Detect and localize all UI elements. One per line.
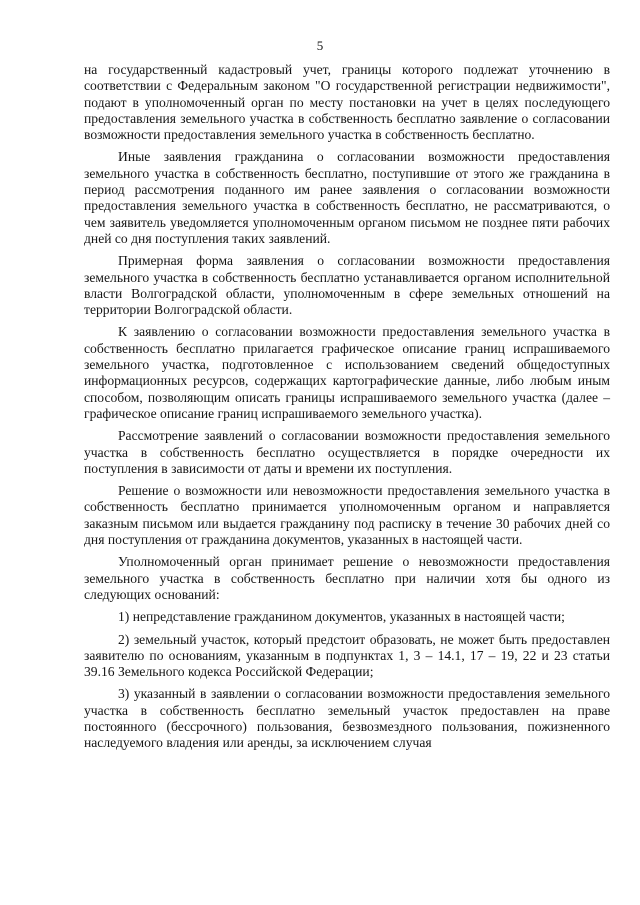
paragraph-continuation: на государственный кадастровый учет, границы которого подлежат уточнению в соответствии с Федеральным законом "О государственной регистрации недвижимости", подают в уполномоченный орган по месту постановки на учет в целях последующего предоставления земельного участка в собственность бесплатно заявление о согласовании возможности предоставления земельного участка в собственность бесплатно. bbox=[84, 62, 610, 143]
paragraph-repeat-applications: Иные заявления гражданина о согласовании возможности предоставления земельного участка в собственность бесплатно, поступившие от этого же гражданина в период рассмотрения поданного им ранее заявления о согласовании возможности предоставления земельного участка в собственность бесплатно, не рассматриваются, о чем заявитель уведомляется уполномоченным органом письмом не позднее пяти рабочих дней со дня поступления таких заявлений. bbox=[84, 149, 610, 246]
document-body bbox=[84, 62, 610, 758]
paragraph-graphic-description: К заявлению о согласовании возможности предоставления земельного участка в собственность бесплатно прилагается графическое описание границ испрашиваемого земельного участка, подготовленное с использованием сведений общедоступных информационных ресурсов, содержащих картографические данные, либо любым иным способом, позволяющим описать границы испрашиваемого земельного участка (далее – графическое описание границ испрашиваемого земельного участка). bbox=[84, 324, 610, 421]
paragraph-sample-form: Примерная форма заявления о согласовании возможности предоставления земельного участка в собственность бесплатно устанавливается органом исполнительной власти Волгоградской области, уполномоченным в сфере земельных отношений на территории Волгоградской области. bbox=[84, 253, 610, 318]
list-item-ground-3: 3) указанный в заявлении о согласовании возможности предоставления земельного участка в собственность бесплатно земельный участок предоставлен на праве постоянного (бессрочного) пользования, безвозмездного пользования, пожизненного наследуемого владения или аренды, за исключением случая bbox=[84, 686, 610, 751]
list-item-ground-2: 2) земельный участок, который предстоит образовать, не может быть предоставлен заявителю по основаниям, указанным в подпунктах 1, 3 – 14.1, 17 – 19, 22 и 23 статьи 39.16 Земельного кодекса Российской Федерации; bbox=[84, 631, 610, 680]
page-number: 5 bbox=[316, 38, 324, 53]
list-item-ground-1: 1) непредставление гражданином документов, указанных в настоящей части; bbox=[118, 609, 565, 625]
paragraph-decision: Решение о возможности или невозможности предоставления земельного участка в собственность бесплатно принимается уполномоченным органом и направляется заказным письмом или выдается гражданину под расписку в течение 30 рабочих дней со дня поступления от гражданина документов, указанных в настоящей части. bbox=[84, 483, 610, 548]
paragraph-refusal-grounds: Уполномоченный орган принимает решение о невозможности предоставления земельного участка в собственность бесплатно при наличии хотя бы одного из следующих оснований: bbox=[84, 554, 610, 602]
paragraph-review-order: Рассмотрение заявлений о согласовании возможности предоставления земельного участка в собственность бесплатно осуществляется в порядке очередности их поступления в зависимости от даты и времени их поступления. bbox=[84, 428, 610, 476]
